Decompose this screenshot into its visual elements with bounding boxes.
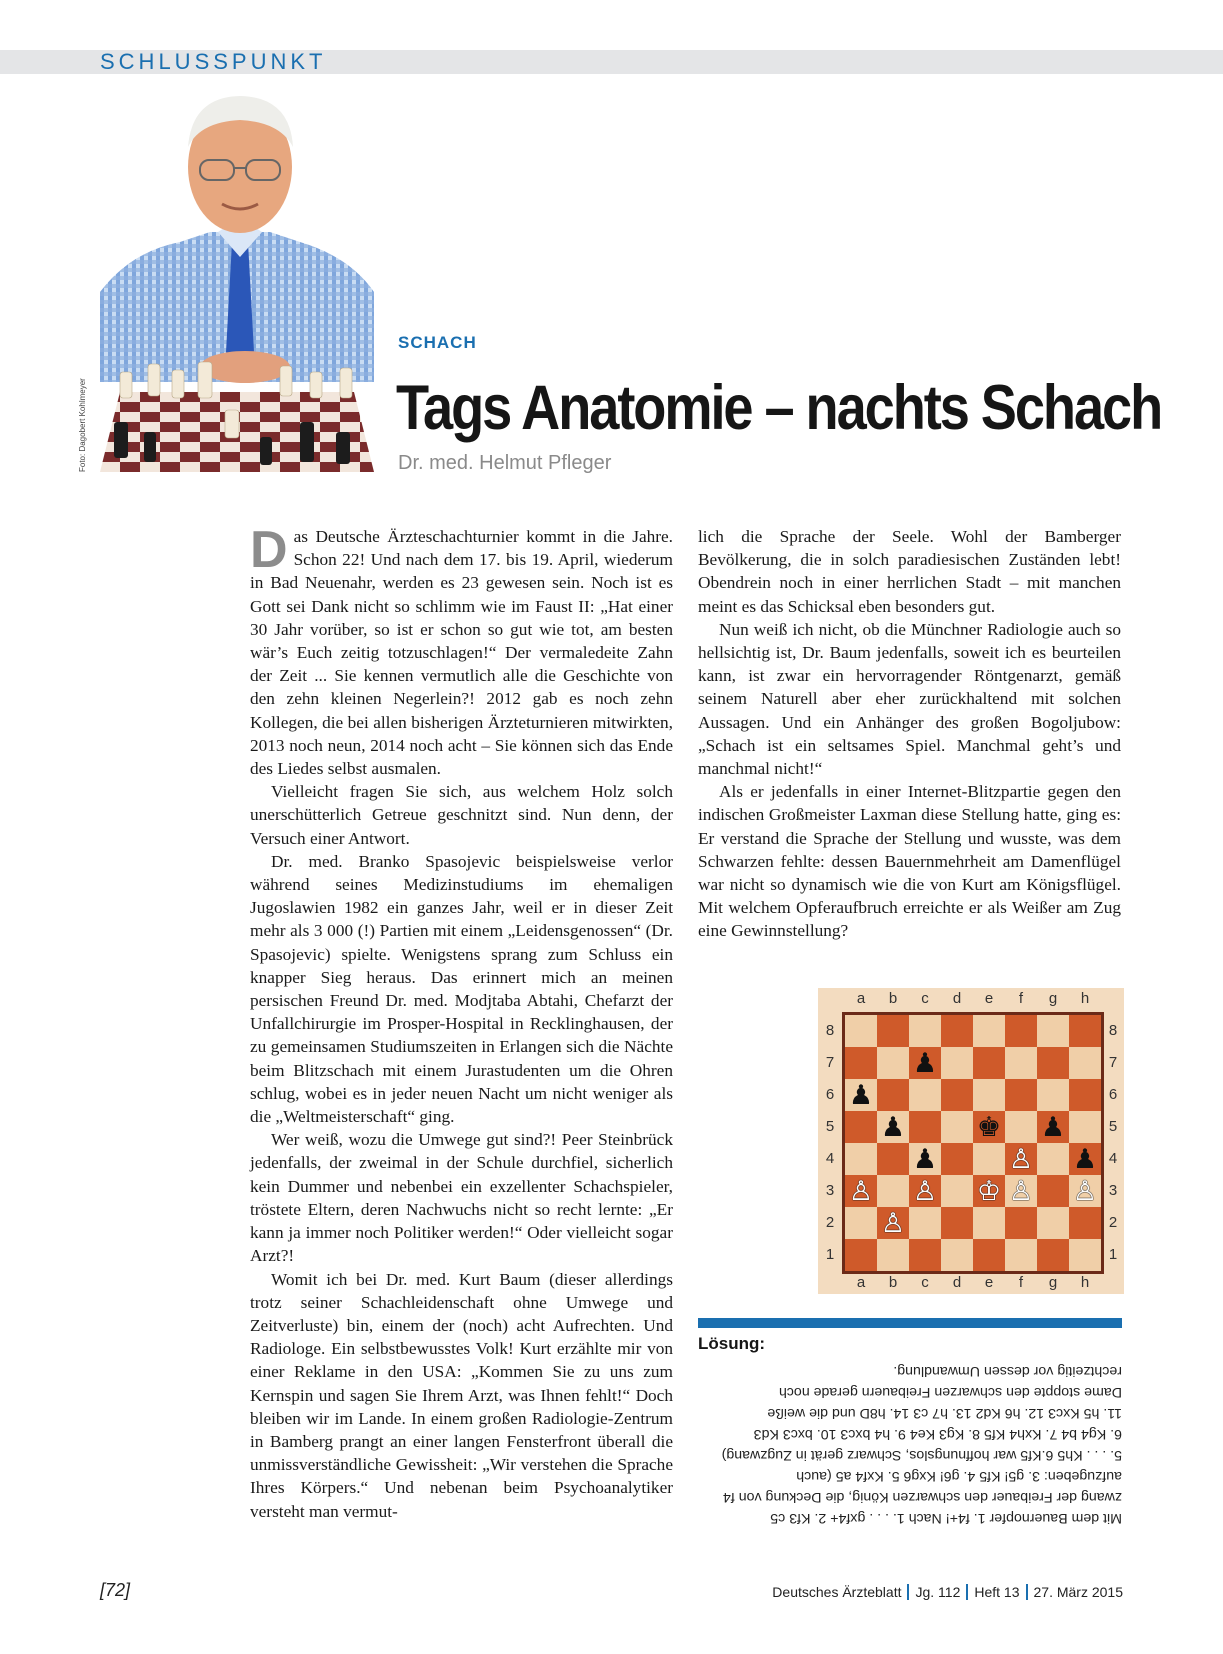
square-c3 bbox=[909, 1175, 941, 1207]
rank-label: 1 bbox=[1108, 1246, 1118, 1263]
journal-footer bbox=[772, 1584, 1123, 1600]
file-label: c bbox=[921, 1274, 929, 1291]
square-b8 bbox=[877, 1015, 909, 1047]
solution-line: 11. h5 Kxc3 12. h6 Kd2 13. h7 c3 14. h8D und die weiße bbox=[767, 1405, 1122, 1421]
square-c6 bbox=[909, 1079, 941, 1111]
solution-line: 6. Kg4 b4 7. Kxh4 Kf5 8. Kg3 Ke4 9. h4 bxc3 10. bxc3 Kd3 bbox=[753, 1426, 1122, 1442]
square-a6 bbox=[845, 1079, 877, 1111]
solution-line: rechtzeitig vor dessen Umwandlung. bbox=[893, 1363, 1122, 1379]
square-c4 bbox=[909, 1143, 941, 1175]
square-c2 bbox=[909, 1207, 941, 1239]
rank-label: 6 bbox=[825, 1086, 835, 1103]
square-b2 bbox=[877, 1207, 909, 1239]
paragraph: Vielleicht fragen Sie sich, aus welchem Holz solch unerschütterlich Getreue geschnitzt sind. Nun denn, der Versuch einer Antwort. bbox=[250, 782, 673, 848]
page-number: [72] bbox=[100, 1580, 131, 1600]
chess-piece: ♟ bbox=[1040, 1111, 1066, 1143]
chess-piece: ♟ bbox=[1072, 1143, 1098, 1175]
square-d7 bbox=[941, 1047, 973, 1079]
article-title: Tags Anatomie – nachts Schach bbox=[396, 373, 1162, 443]
square-h2 bbox=[1069, 1207, 1101, 1239]
rank-label: 2 bbox=[825, 1214, 835, 1231]
file-label: d bbox=[952, 990, 962, 1007]
square-g6 bbox=[1037, 1079, 1069, 1111]
article-column-1 bbox=[250, 521, 673, 1523]
rank-label: 1 bbox=[825, 1246, 835, 1263]
rank-label: 3 bbox=[1108, 1182, 1118, 1199]
solution-title: Lösung: bbox=[698, 1334, 766, 1353]
rank-label: 4 bbox=[825, 1150, 835, 1167]
square-f1 bbox=[1005, 1239, 1037, 1271]
square-h1 bbox=[1069, 1239, 1101, 1271]
chess-piece: ♟ bbox=[912, 1047, 938, 1079]
divider bbox=[966, 1584, 968, 1600]
square-b5 bbox=[877, 1111, 909, 1143]
chess-piece: ♔ bbox=[976, 1175, 1002, 1207]
chess-piece: ♚ bbox=[976, 1111, 1002, 1143]
square-c1 bbox=[909, 1239, 941, 1271]
file-label: e bbox=[984, 1274, 994, 1291]
square-a3 bbox=[845, 1175, 877, 1207]
rank-label: 6 bbox=[1108, 1086, 1118, 1103]
chess-piece: ♙ bbox=[1072, 1175, 1098, 1207]
rank-label: 5 bbox=[1108, 1118, 1118, 1135]
solution-line: aufzugeben: 3. g5! Kf5 4. g6! Kxg6 5. Kxf4 a5 (auch bbox=[796, 1468, 1122, 1484]
file-label: b bbox=[888, 1274, 898, 1291]
file-label: c bbox=[921, 990, 929, 1007]
solution-text bbox=[698, 1360, 1122, 1528]
rank-labels-left bbox=[818, 988, 842, 1294]
article-kicker: SCHACH bbox=[398, 333, 477, 352]
author-photo bbox=[100, 92, 374, 472]
square-g4 bbox=[1037, 1143, 1069, 1175]
file-label: f bbox=[1018, 990, 1024, 1007]
article-column-2 bbox=[698, 525, 1121, 943]
square-e6 bbox=[973, 1079, 1005, 1111]
square-h5 bbox=[1069, 1111, 1101, 1143]
paragraph: Nun weiß ich nicht, ob die Münchner Radiologie auch so hellsichtig ist, Dr. Baum jedenfalls, soweit ich es beurteilen kann, ist zwar ein hervorragender Röntgenarzt, gemäß seinem Naturell aber eher zurückhaltend mit solchen Aussagen. Und ein Anhänger des großen Bogoljubow: „Schach ist ein seltsames Spiel. Manchmal geht’s und manchmal nicht!“ bbox=[698, 619, 1121, 779]
chess-piece: ♙ bbox=[848, 1175, 874, 1207]
square-g3 bbox=[1037, 1175, 1069, 1207]
solution-line: 5. . . . Kh5 6.Kf5 war hoffnungslos, Schwarz gerät in Zugzwang) bbox=[721, 1447, 1122, 1463]
journal-issue: Heft 13 bbox=[974, 1584, 1020, 1600]
file-label: g bbox=[1048, 1274, 1058, 1291]
square-e2 bbox=[973, 1207, 1005, 1239]
rank-label: 3 bbox=[825, 1182, 835, 1199]
chess-piece: ♙ bbox=[912, 1175, 938, 1207]
file-label: g bbox=[1048, 990, 1058, 1007]
chess-piece: ♙ bbox=[880, 1207, 906, 1239]
rank-label: 5 bbox=[825, 1118, 835, 1135]
square-d4 bbox=[941, 1143, 973, 1175]
paragraph: Das Deutsche Ärzteschachturnier kommt in die Jahre. Schon 22! Und nach dem 17. bis 19. April, wiederum in Bad Neuenahr, werden es 23 gewesen sein. Noch ist es Gott sei Dank nicht so schlimm wie im Faust II: „Hat einer 30 Jahr vorüber, so ist er schon so gut wie tot, am besten wär’s Euch zeitig totzuschlagen!“ Der vermaledeite Zahn der Zeit ... Sie kennen vermutlich alle die Geschichte von den zehn kleinen Negerlein?! 2012 gab es noch zehn Kollegen, die bei allen bisherigen Ärzteturnieren mitwirkten, 2013 noch neun, 2014 noch acht – Sie können sich das Ende des Liedes selbst ausmalen. bbox=[250, 521, 673, 779]
square-h7 bbox=[1069, 1047, 1101, 1079]
square-a2 bbox=[845, 1207, 877, 1239]
chess-piece: ♙ bbox=[1008, 1175, 1034, 1207]
rank-labels-right bbox=[1101, 988, 1125, 1294]
square-d1 bbox=[941, 1239, 973, 1271]
paragraph: Dr. med. Branko Spasojevic beispielsweise verlor während seines Medizinstudiums im ehemaligen Jugoslawien 1982 ein ganzes Jahr, weil er in dieser Zeit mehr als 3 000 (!) Partien mit einem „Leidensgenossen“ (Dr. Spasojevic) spielte. Wenigstens sprang zum Schluss ein knapper Sieg heraus. Das erinnert mich an meinen persischen Freund Dr. med. Modjtaba Abtahi, Chefarzt der Unfallchirurgie im Prosper-Hospital in Recklinghausen, der zu gemeinsamen Studiumszeiten in Erlangen sich die Nächte beim Blitzschach mit einem Jurastudenten um die Ohren schlug, wobei es in jeder neuen Nacht um nicht weniger als die „Weltmeisterschaft“ ging. bbox=[250, 851, 673, 1127]
file-label: a bbox=[856, 990, 866, 1007]
square-e3 bbox=[973, 1175, 1005, 1207]
square-e8 bbox=[973, 1015, 1005, 1047]
square-e7 bbox=[973, 1047, 1005, 1079]
square-h4 bbox=[1069, 1143, 1101, 1175]
file-label: h bbox=[1080, 1274, 1090, 1291]
rank-label: 4 bbox=[1108, 1150, 1118, 1167]
square-f6 bbox=[1005, 1079, 1037, 1111]
journal-volume: Jg. 112 bbox=[915, 1584, 961, 1600]
solution-line: zwang der Freibauer den schwarzen König, die Deckung von f4 bbox=[722, 1489, 1122, 1505]
square-f2 bbox=[1005, 1207, 1037, 1239]
square-a4 bbox=[845, 1143, 877, 1175]
journal-name: Deutsches Ärzteblatt bbox=[772, 1584, 902, 1600]
paragraph: lich die Sprache der Seele. Wohl der Bamberger Bevölkerung, die in solch paradiesischen Zuständen lebt! Obendrein noch in einer herrlichen Stadt – mit manchen meint es das Schicksal eben besonders gut. bbox=[698, 527, 1121, 616]
file-label: b bbox=[888, 990, 898, 1007]
chess-piece: ♙ bbox=[1008, 1143, 1034, 1175]
rank-label: 8 bbox=[825, 1022, 835, 1039]
divider bbox=[907, 1584, 909, 1600]
file-label: e bbox=[984, 990, 994, 1007]
square-b1 bbox=[877, 1239, 909, 1271]
square-b4 bbox=[877, 1143, 909, 1175]
square-h3 bbox=[1069, 1175, 1101, 1207]
square-f5 bbox=[1005, 1111, 1037, 1143]
square-f7 bbox=[1005, 1047, 1037, 1079]
file-label: d bbox=[952, 1274, 962, 1291]
chess-piece: ♟ bbox=[880, 1111, 906, 1143]
square-c7 bbox=[909, 1047, 941, 1079]
paragraph: Wer weiß, wozu die Umwege gut sind?! Peer Steinbrück jedenfalls, der zweimal in der Schule durchfiel, sicherlich kein Dummer und nebenbei ein exzellenter Schachspieler, tröstete Eltern, deren Nachwuchs nicht so recht lernte: „Er kann ja immer noch Politiker werden!“ Oder vielleicht sogar Arzt?! bbox=[250, 1130, 673, 1266]
file-labels-bottom bbox=[818, 1272, 1124, 1296]
square-g2 bbox=[1037, 1207, 1069, 1239]
square-f3 bbox=[1005, 1175, 1037, 1207]
square-d6 bbox=[941, 1079, 973, 1111]
chess-board bbox=[842, 1012, 1104, 1274]
square-b7 bbox=[877, 1047, 909, 1079]
file-label: h bbox=[1080, 990, 1090, 1007]
journal-date: 27. März 2015 bbox=[1033, 1584, 1123, 1600]
square-d5 bbox=[941, 1111, 973, 1143]
square-a5 bbox=[845, 1111, 877, 1143]
chess-piece: ♟ bbox=[912, 1143, 938, 1175]
square-e1 bbox=[973, 1239, 1005, 1271]
square-f8 bbox=[1005, 1015, 1037, 1047]
square-c5 bbox=[909, 1111, 941, 1143]
solution-bar bbox=[698, 1318, 1122, 1328]
file-label: f bbox=[1018, 1274, 1024, 1291]
article-author: Dr. med. Helmut Pfleger bbox=[398, 452, 612, 474]
square-d2 bbox=[941, 1207, 973, 1239]
file-labels-top bbox=[818, 988, 1124, 1012]
drop-cap: D bbox=[250, 521, 288, 579]
square-g1 bbox=[1037, 1239, 1069, 1271]
square-h8 bbox=[1069, 1015, 1101, 1047]
square-e4 bbox=[973, 1143, 1005, 1175]
file-label: a bbox=[856, 1274, 866, 1291]
chess-diagram bbox=[818, 988, 1124, 1294]
solution-line: Mit dem Bauernopfer 1. f4+! Nach 1. . . . gxf4+ 2. Kf3 c5 bbox=[770, 1510, 1122, 1526]
square-a1 bbox=[845, 1239, 877, 1271]
divider bbox=[1026, 1584, 1028, 1600]
square-c8 bbox=[909, 1015, 941, 1047]
paragraph: Womit ich bei Dr. med. Kurt Baum (dieser allerdings trotz seiner Schachleidenschaft ohne Umwege und Zeitverluste) bin, einem der (noch) acht Aufrechten. Und Radiologe. Ein selbstbewusstes Volk! Kurt erzählte mir von einer Reklame in den USA: „Kommen Sie zu uns zum Kernspin und sagen Sie Ihrem Arzt, was Ihnen fehlt!“ Doch bleiben wir im Lande. In einem großen Radiologie-Zentrum in Bamberg prangt an einer langen Fensterfront überall die unmissverständliche Gewissheit: „Wir verstehen die Sprache Ihres Körpers.“ Und nebenan beim Psychoanalytiker versteht man vermut- bbox=[250, 1269, 673, 1521]
square-g5 bbox=[1037, 1111, 1069, 1143]
section-label: SCHLUSSPUNKT bbox=[100, 49, 327, 74]
square-d3 bbox=[941, 1175, 973, 1207]
photo-credit: Foto: Dagobert Kohlmeyer bbox=[78, 378, 87, 472]
square-b3 bbox=[877, 1175, 909, 1207]
rank-label: 7 bbox=[825, 1054, 835, 1071]
rank-label: 2 bbox=[1108, 1214, 1118, 1231]
square-g8 bbox=[1037, 1015, 1069, 1047]
square-a7 bbox=[845, 1047, 877, 1079]
square-h6 bbox=[1069, 1079, 1101, 1111]
square-a8 bbox=[845, 1015, 877, 1047]
square-g7 bbox=[1037, 1047, 1069, 1079]
chess-piece: ♟ bbox=[848, 1079, 874, 1111]
square-b6 bbox=[877, 1079, 909, 1111]
paragraph: Als er jedenfalls in einer Internet-Blitzpartie gegen den indischen Großmeister Laxman diese Stellung hatte, ging es: Er verstand die Sprache der Stellung und wusste, was dem Schwarzen fehlte: dessen Bauernmehrheit am Damenflügel war nicht so dynamisch wie die von Kurt am Königsflügel. Mit welchem Opferaufbruch erreichte er als Weißer am Zug eine Gewinnstellung? bbox=[698, 782, 1121, 941]
solution-line: Dame stoppte den schwarzen Freibauern gerade noch bbox=[778, 1384, 1122, 1400]
square-f4 bbox=[1005, 1143, 1037, 1175]
square-e5 bbox=[973, 1111, 1005, 1143]
rank-label: 8 bbox=[1108, 1022, 1118, 1039]
square-d8 bbox=[941, 1015, 973, 1047]
rank-label: 7 bbox=[1108, 1054, 1118, 1071]
